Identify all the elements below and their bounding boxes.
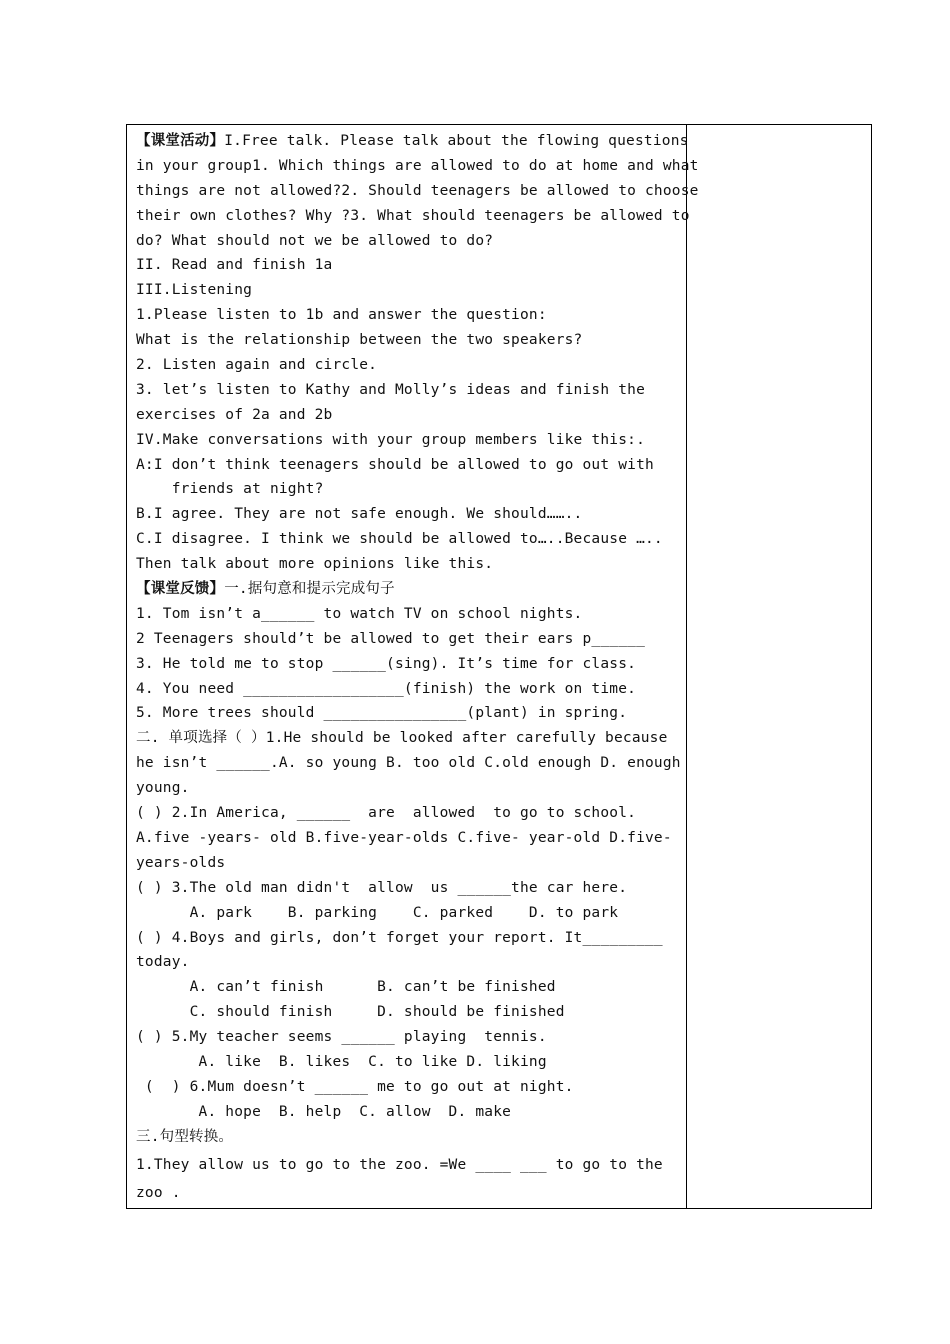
activity-line: B.I agree. They are not safe enough. We should……..	[136, 506, 583, 523]
choice-line: ( ) 6.Mum doesn’t ______ me to go out at night.	[136, 1078, 574, 1095]
choice-line: ( ) 5.My teacher seems ______ playing tennis.	[136, 1029, 547, 1046]
activity-line: do? What should not we be allowed to do?	[136, 232, 494, 249]
choice-line: A.five -years- old B.five-year-olds C.five- year-old D.five-	[136, 829, 672, 846]
transform-item: zoo .	[136, 1184, 181, 1201]
activity-line: III.Listening	[136, 282, 253, 299]
choice-line: today.	[136, 954, 190, 971]
choice-line: ( ) 4.Boys and girls, don’t forget your report. It_________	[136, 929, 663, 946]
activity-line: What is the relationship between the two speakers?	[136, 332, 583, 349]
fill-in-item: 1. Tom isn’t a______ to watch TV on school nights.	[136, 605, 583, 622]
activity-line: IV.Make conversations with your group members like this:.	[136, 431, 645, 448]
activity-line: 1.Please listen to 1b and answer the question:	[136, 307, 547, 324]
activity-line: Then talk about more opinions like this.	[136, 556, 494, 573]
choice-line: he isn’t ______.A. so young B. too old C.old enough D. enough	[136, 755, 681, 772]
activity-line: things are not allowed?2. Should teenagers be allowed to choose	[136, 182, 699, 199]
worksheet-table	[126, 124, 872, 1209]
main-column	[127, 125, 699, 1208]
notes-column	[687, 125, 871, 1208]
activity-line: 3. let’s listen to Kathy and Molly’s ideas and finish the	[136, 381, 645, 398]
activity-line: their own clothes? Why ?3. What should teenagers be allowed to	[136, 207, 690, 224]
activity-line: in your group1. Which things are allowed to do at home and what	[136, 157, 699, 174]
choice-line: A. like B. likes C. to like D. liking	[136, 1053, 547, 1070]
choice-line: young.	[136, 780, 190, 797]
activity-line: A:I don’t think teenagers should be allowed to go out with	[136, 456, 654, 473]
activity-line: exercises of 2a and 2b	[136, 406, 333, 423]
activity-line: C.I disagree. I think we should be allowed to…..Because …..	[136, 531, 663, 548]
choice-line: ( ) 2.In America, ______ are allowed to go to school.	[136, 805, 637, 822]
choice-line: A. park B. parking C. parked D. to park	[136, 904, 619, 921]
fill-in-item: 3. He told me to stop ______(sing). It’s time for class.	[136, 655, 637, 672]
activity-line: 2. Listen again and circle.	[136, 357, 378, 374]
choice-line: ( ) 3.The old man didn't allow us ______the car here.	[136, 879, 628, 896]
fill-in-item: 4. You need __________________(finish) the work on time.	[136, 680, 637, 697]
activity-line: 【课堂活动】I.Free talk. Please talk about the flowing questions	[136, 133, 689, 149]
transform-item: 1.They allow us to go to the zoo. =We ____ ___ to go to the	[136, 1156, 663, 1173]
feedback-heading-line	[136, 577, 686, 602]
activity-heading: 【课堂活动】	[136, 133, 225, 149]
part1-title: 一.据句意和提示完成句子	[224, 581, 395, 598]
choice-line: years-olds	[136, 854, 226, 871]
choice-line: 二. 单项选择（ ）1.He should be looked after carefully because	[136, 730, 668, 747]
feedback-heading: 【课堂反馈】	[136, 581, 225, 598]
activity-line: friends at night?	[136, 481, 324, 498]
choice-line: A. hope B. help C. allow D. make	[136, 1103, 512, 1120]
choice-line: C. should finish D. should be finished	[136, 1004, 565, 1021]
part3-title: 三.句型转换。	[136, 1128, 234, 1145]
fill-in-item: 2 Teenagers should’t be allowed to get their ears p______	[136, 630, 645, 647]
fill-in-item: 5. More trees should ________________(plant) in spring.	[136, 705, 628, 722]
part2-title: 二. 单项选择（ ）	[136, 730, 266, 747]
choice-line: A. can’t finish B. can’t be finished	[136, 979, 556, 996]
activity-line: II. Read and finish 1a	[136, 257, 333, 274]
